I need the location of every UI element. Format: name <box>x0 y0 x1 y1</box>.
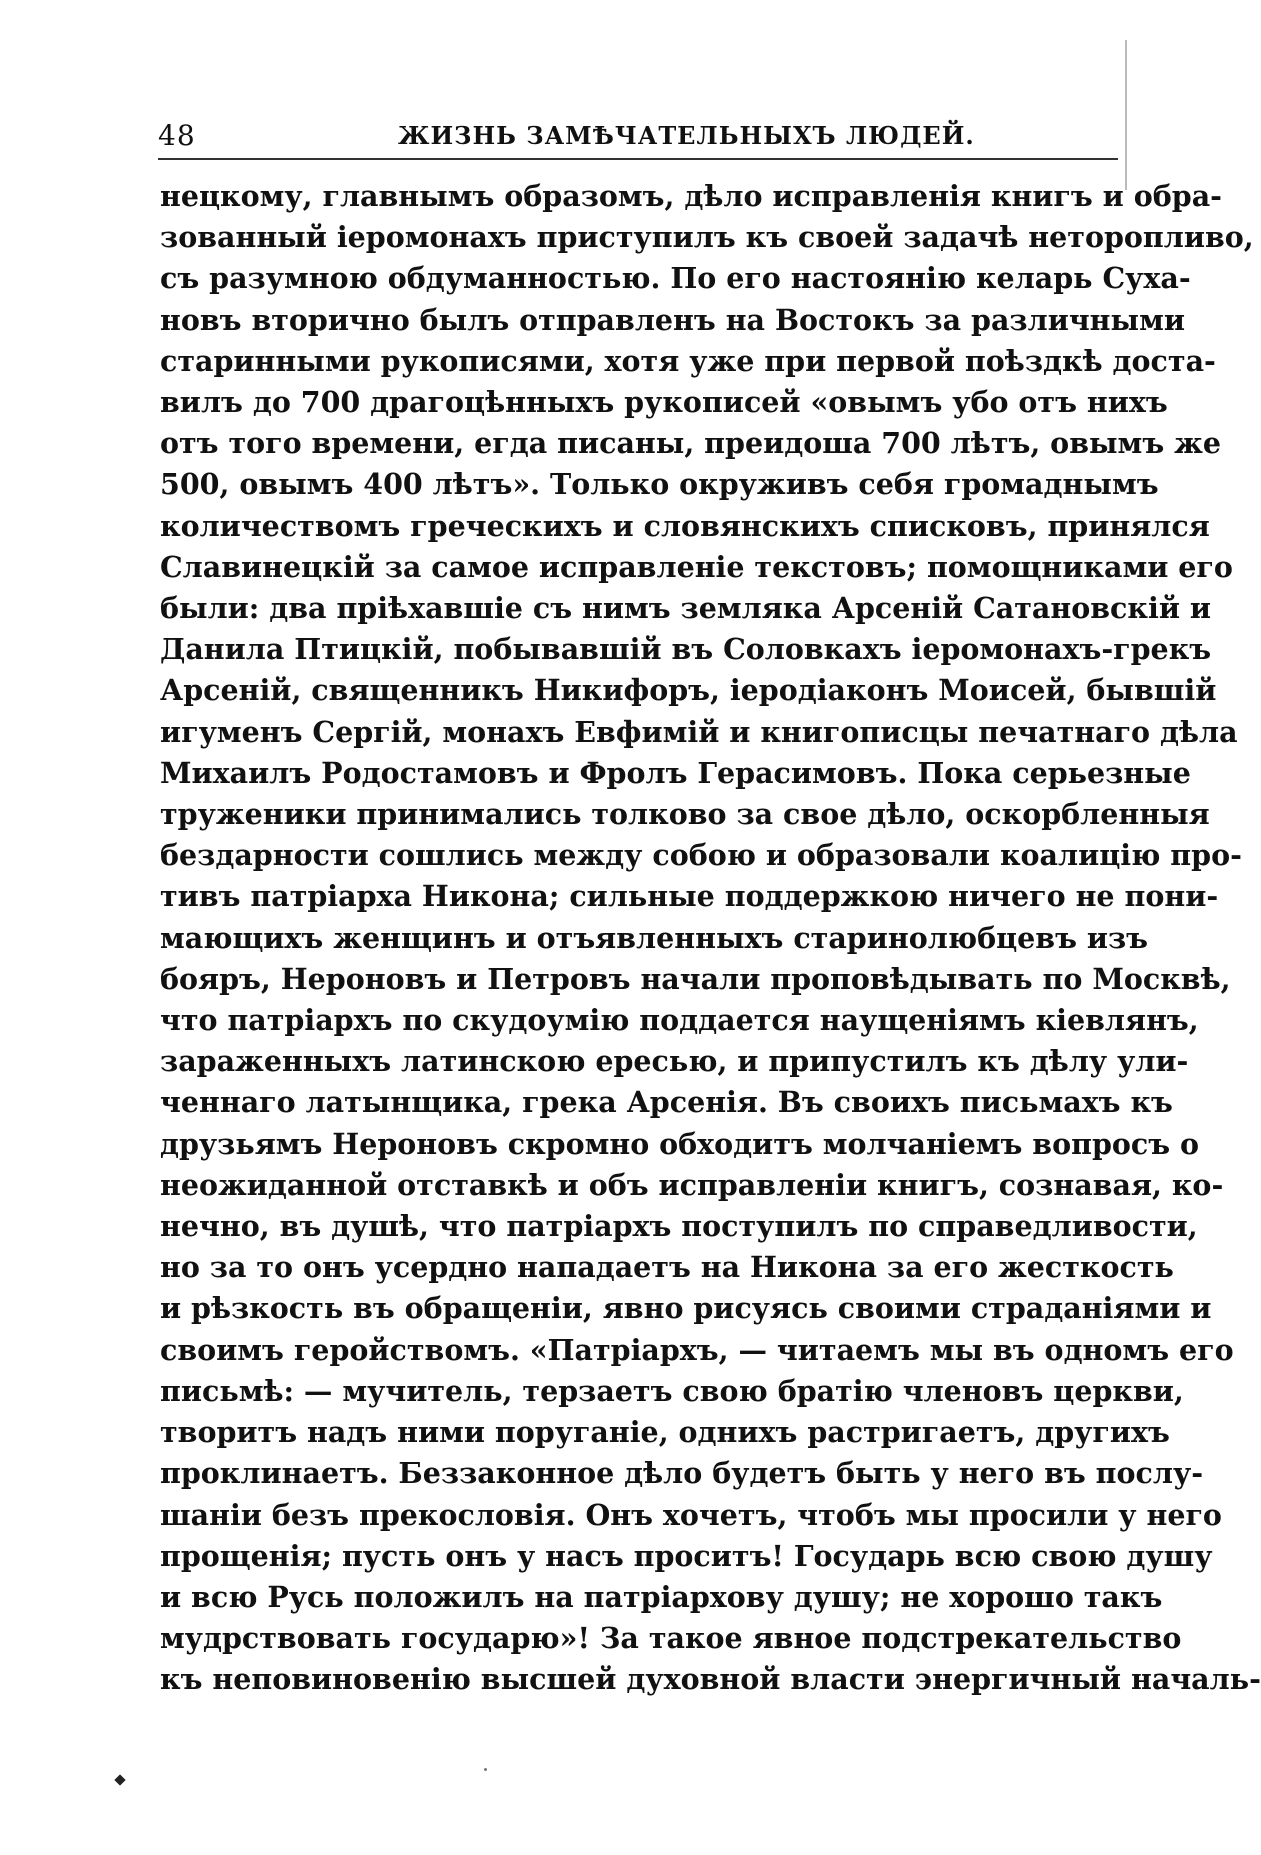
scan-edge-line <box>1125 40 1127 190</box>
text-line: отъ того времени, егда писаны, преидоша 700 лѣтъ, овымъ же <box>160 426 1222 461</box>
text-line: что патріархъ по скудоумію поддается наущеніямъ кіевлянъ, <box>160 1003 1199 1038</box>
text-line: количествомъ греческихъ и словянскихъ списковъ, принялся <box>160 508 1210 543</box>
text-line: были: два пріѣхавшіе съ нимъ земляка Арсеній Сатановскій и <box>160 591 1212 626</box>
text-line: мудрствовать государю»! За такое явное подстрекательство <box>160 1621 1182 1656</box>
text-line: Арсеній, священникъ Никифоръ, іеродіаконъ Моисей, бывшій <box>160 673 1217 708</box>
text-line: мающихъ женщинъ и отъявленныхъ старинолюбцевъ изъ <box>160 920 1149 955</box>
text-line: нечно, въ душѣ, что патріархъ поступилъ по справедливости, <box>160 1209 1198 1244</box>
text-line: Михаилъ Родостамовъ и Фролъ Герасимовъ. Пока серьезные <box>160 755 1191 790</box>
scan-speck <box>484 1768 487 1771</box>
text-line: шаніи безъ прекословія. Онъ хочетъ, чтобъ мы просили у него <box>160 1497 1222 1532</box>
text-line: проклинаетъ. Беззаконное дѣло будетъ быть у него въ послу- <box>160 1456 1204 1491</box>
text-line: творитъ надъ ними поруганіе, однихъ растригаетъ, другихъ <box>160 1415 1170 1450</box>
body-text <box>160 176 1261 1701</box>
text-line: зараженныхъ латинскою ересью, и припустилъ къ дѣлу ули- <box>160 1044 1189 1079</box>
page-header <box>158 116 1118 160</box>
text-line: и всю Русь положилъ на патріархову душу; не хорошо такъ <box>160 1579 1163 1614</box>
text-line: игуменъ Сергій, монахъ Евфимій и книгописцы печатнаго дѣла <box>160 714 1238 749</box>
text-line: съ разумною обдуманностью. По его настоянію келарь Суха- <box>160 261 1191 296</box>
text-line: къ неповиновенію высшей духовной власти энергичный началь- <box>160 1662 1261 1697</box>
text-line: ченнаго латынщика, грека Арсенія. Въ своихъ письмахъ къ <box>160 1085 1173 1120</box>
text-line: Славинецкій за самое исправленіе текстовъ; помощниками его <box>160 549 1233 584</box>
text-line: письмѣ: — мучитель, терзаетъ свою братію членовъ церкви, <box>160 1373 1184 1408</box>
text-line: своимъ геройствомъ. «Патріархъ, — читаемъ мы въ одномъ его <box>160 1332 1234 1367</box>
text-line: тивъ патріарха Никона; сильные поддержкою ничего не пони- <box>160 879 1219 914</box>
text-line: друзьямъ Нероновъ скромно обходитъ молчаніемъ вопросъ о <box>160 1126 1200 1161</box>
text-line: старинными рукописями, хотя уже при первой поѣздкѣ доста- <box>160 343 1216 378</box>
text-line: новъ вторично былъ отправленъ на Востокъ за различными <box>160 302 1186 337</box>
text-line: Данила Птицкій, побывавшій въ Соловкахъ іеромонахъ-грекъ <box>160 632 1212 667</box>
text-line: бояръ, Нероновъ и Петровъ начали проповѣдывать по Москвѣ, <box>160 961 1231 996</box>
text-line: зованный іеромонахъ приступилъ къ своей задачѣ неторопливо, <box>160 220 1254 255</box>
text-line: но за то онъ усердно нападаетъ на Никона за его жесткость <box>160 1250 1174 1285</box>
text-line: 500, овымъ 400 лѣтъ». Только окруживъ себя громаднымъ <box>160 467 1159 502</box>
scan-mark <box>114 1774 125 1785</box>
text-line: нецкому, главнымъ образомъ, дѣло исправленія книгъ и обра- <box>160 179 1222 213</box>
running-title: ЖИЗНЬ ЗАМѢЧАТЕЛЬНЫХЪ ЛЮДЕЙ. <box>398 121 975 150</box>
header-rule <box>158 158 1118 160</box>
text-line: труженики принимались толково за свое дѣло, оскорбленныя <box>160 797 1210 832</box>
text-line: и рѣзкость въ обращеніи, явно рисуясь своими страданіями и <box>160 1291 1212 1326</box>
text-line: прощенія; пусть онъ у насъ проситъ! Государь всю свою душу <box>160 1538 1213 1573</box>
text-line: бездарности сошлись между собою и образовали коалицію про- <box>160 838 1242 873</box>
text-line: вилъ до 700 драгоцѣнныхъ рукописей «овымъ убо отъ нихъ <box>160 385 1168 420</box>
page-number: 48 <box>158 119 196 152</box>
text-line: неожиданной отставкѣ и объ исправленіи книгъ, сознавая, ко- <box>160 1167 1224 1202</box>
